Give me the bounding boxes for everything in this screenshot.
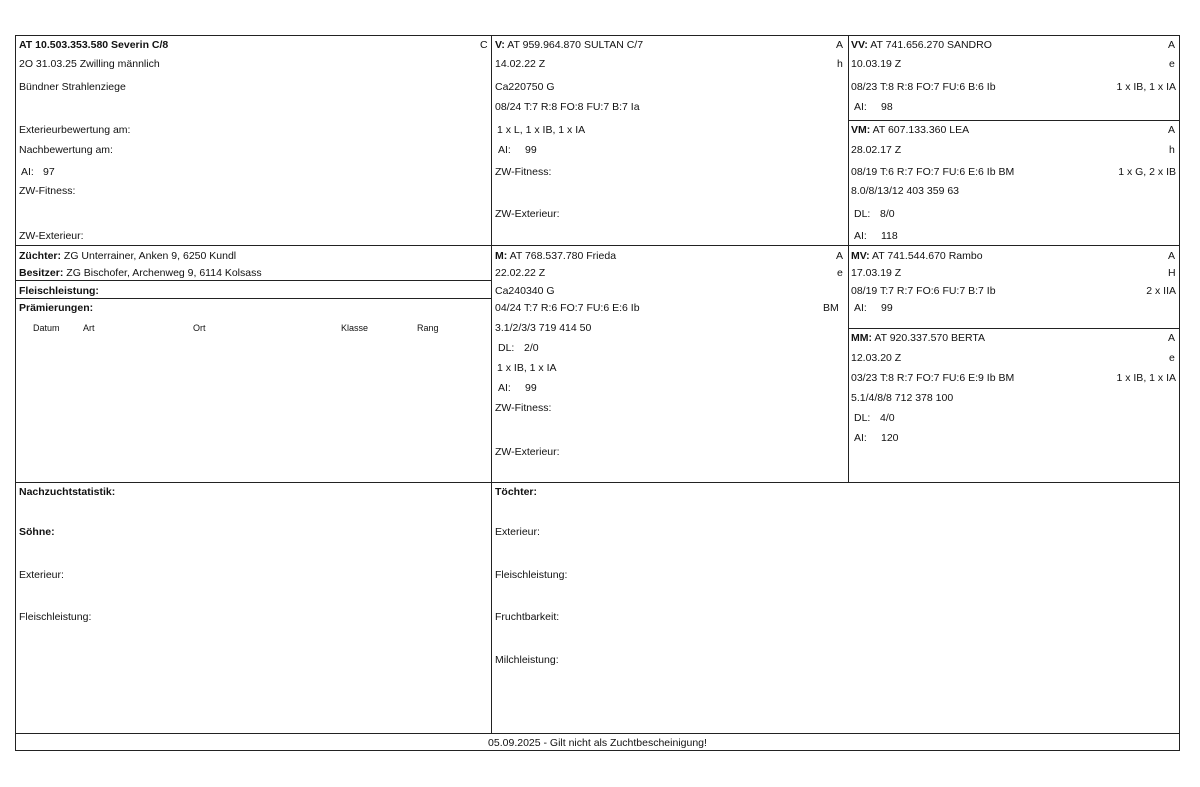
mv-eval: 08/19 T:7 R:7 FO:6 FU:7 B:7 Ib (851, 285, 996, 297)
meat-performance-label: Fleischleistung: (19, 285, 99, 297)
mother-birth: 22.02.22 Z (495, 267, 546, 279)
father-eval: 08/24 T:7 R:8 FO:8 FU:7 B:7 Ia (495, 101, 640, 113)
pedigree-sheet (15, 35, 1180, 751)
vm-birth: 28.02.17 Z (851, 144, 902, 156)
vm-title-line (851, 124, 969, 136)
mv-title: AT 741.544.670 Rambo (872, 250, 983, 262)
awards-col-place: Ort (193, 323, 206, 333)
father-grade: A (836, 39, 844, 51)
vm-ai-value: 118 (881, 230, 898, 242)
breeder-line (19, 250, 236, 262)
mother-awards: 1 x IB, 1 x IA (497, 362, 557, 374)
vv-title-line (851, 39, 992, 51)
vm-lactation: 8.0/8/13/12 403 359 63 (851, 185, 960, 197)
footer-note: 05.09.2025 - Gilt nicht als Zuchtbescheinigung! (488, 737, 707, 749)
divider-col-2 (848, 36, 849, 482)
daughters-title: Töchter: (495, 486, 537, 498)
animal-ai-label: AI: (21, 166, 34, 178)
divider-row-footer (16, 733, 1179, 734)
father-zw-fitness: ZW-Fitness: (495, 166, 552, 178)
vv-title: AT 741.656.270 SANDRO (870, 39, 992, 51)
animal-zw-exterior: ZW-Exterieur: (19, 230, 84, 242)
mother-ca: Ca240340 G (495, 285, 555, 297)
mm-ai-value: 120 (881, 432, 899, 444)
sons-exterior-label: Exterieur: (19, 569, 64, 581)
mm-eval: 03/23 T:8 R:7 FO:7 FU:6 E:9 Ib BM (851, 372, 1015, 384)
mother-ai-value: 99 (525, 382, 537, 394)
father-label: V: (495, 39, 505, 51)
awards-col-type: Art (83, 323, 95, 333)
breeder-label: Züchter: (19, 250, 61, 262)
mv-label: MV: (851, 250, 870, 262)
mm-awards: 1 x IB, 1 x IA (1116, 372, 1176, 384)
mm-birth: 12.03.20 Z (851, 352, 902, 364)
vm-dl-label: DL: (854, 208, 871, 220)
vv-ai-label: AI: (854, 101, 867, 113)
owner-line (19, 267, 262, 279)
mm-birth-flag: e (1169, 352, 1175, 364)
divider-col-1 (491, 36, 492, 733)
mother-zw-exterior: ZW-Exterieur: (495, 446, 560, 458)
daughters-milk-label: Milchleistung: (495, 654, 559, 666)
father-awards: 1 x L, 1 x IB, 1 x IA (497, 124, 586, 136)
divider-row-meat (16, 298, 491, 299)
exterior-rating-label: Exterieurbewertung am: (19, 124, 131, 136)
sons-meat-label: Fleischleistung: (19, 611, 92, 623)
mother-title-line (495, 250, 616, 262)
breeder-value: ZG Unterrainer, Anken 9, 6250 Kundl (63, 250, 237, 262)
father-zw-exterior: ZW-Exterieur: (495, 208, 560, 220)
divider-row-main (16, 245, 1179, 246)
mm-ai-label: AI: (854, 432, 867, 444)
father-ai-label: AI: (498, 144, 511, 156)
vm-grade: A (1168, 124, 1176, 136)
vm-label: VM: (851, 124, 871, 136)
offspring-title: Nachzuchtstatistik: (19, 486, 116, 498)
father-birth: 14.02.22 Z (495, 58, 546, 70)
mv-birth: 17.03.19 Z (851, 267, 902, 279)
mother-eval-flag: BM (823, 302, 839, 314)
animal-zw-fitness: ZW-Fitness: (19, 185, 76, 197)
daughters-meat-label: Fleischleistung: (495, 569, 568, 581)
mv-awards: 2 x IIA (1146, 285, 1176, 297)
sons-label: Söhne: (19, 526, 55, 538)
divider-row-owner (16, 280, 491, 281)
mm-label: MM: (851, 332, 872, 344)
animal-breed: Bündner Strahlenziege (19, 81, 126, 93)
father-ca: Ca220750 G (495, 81, 555, 93)
mv-ai-value: 99 (881, 302, 893, 314)
vm-awards: 1 x G, 2 x IB (1118, 166, 1176, 178)
mother-eval: 04/24 T:7 R:6 FO:7 FU:6 E:6 Ib (495, 302, 640, 314)
father-title: AT 959.964.870 SULTAN C/7 (507, 39, 644, 51)
father-ai-value: 99 (525, 144, 537, 156)
animal-grade: C (480, 39, 488, 51)
vm-eval: 08/19 T:6 R:7 FO:7 FU:6 E:6 Ib BM (851, 166, 1015, 178)
awards-col-date: Datum (33, 323, 60, 333)
mv-birth-flag: H (1168, 267, 1176, 279)
vv-eval: 08/23 T:8 R:8 FO:7 FU:6 B:6 Ib (851, 81, 996, 93)
mother-ai-label: AI: (498, 382, 511, 394)
re-rating-label: Nachbewertung am: (19, 144, 113, 156)
mother-title: AT 768.537.780 Frieda (509, 250, 617, 262)
mm-dl-value: 4/0 (880, 412, 895, 424)
mv-grade: A (1168, 250, 1176, 262)
animal-title: AT 10.503.353.580 Severin C/8 (19, 39, 169, 51)
father-title-line (495, 39, 643, 51)
mother-grade: A (836, 250, 844, 262)
father-birth-flag: h (837, 58, 843, 70)
mother-label: M: (495, 250, 508, 262)
awards-col-class: Klasse (341, 323, 369, 333)
mother-lactation: 3.1/2/3/3 719 414 50 (495, 322, 592, 334)
vv-birth: 10.03.19 Z (851, 58, 902, 70)
divider-row-offspring (16, 482, 1179, 483)
daughters-exterior-label: Exterieur: (495, 526, 540, 538)
mm-title-line (851, 332, 985, 344)
mother-dl-value: 2/0 (524, 342, 539, 354)
owner-label: Besitzer: (19, 267, 64, 279)
animal-birth: 2O 31.03.25 Zwilling männlich (19, 58, 160, 70)
mv-title-line (851, 250, 983, 262)
vv-grade: A (1168, 39, 1176, 51)
daughters-fertility-label: Fruchtbarkeit: (495, 611, 560, 623)
mm-dl-label: DL: (854, 412, 871, 424)
mother-birth-flag: e (837, 267, 843, 279)
vm-birth-flag: h (1169, 144, 1175, 156)
owner-value: ZG Bischofer, Archenweg 9, 6114 Kolsass (66, 267, 262, 279)
mv-ai-label: AI: (854, 302, 867, 314)
vv-ai-value: 98 (881, 101, 893, 113)
divider-row-mm (848, 328, 1179, 329)
mother-zw-fitness: ZW-Fitness: (495, 402, 552, 414)
vm-dl-value: 8/0 (880, 208, 895, 220)
vm-ai-label: AI: (854, 230, 867, 242)
mm-lactation: 5.1/4/8/8 712 378 100 (851, 392, 954, 404)
vm-title: AT 607.133.360 LEA (872, 124, 970, 136)
mm-grade: A (1168, 332, 1176, 344)
awards-col-rank: Rang (417, 323, 439, 333)
vv-awards: 1 x IB, 1 x IA (1116, 81, 1176, 93)
vv-label: VV: (851, 39, 868, 51)
mother-dl-label: DL: (498, 342, 515, 354)
divider-row-vm (848, 120, 1179, 121)
mm-title: AT 920.337.570 BERTA (874, 332, 986, 344)
awards-label: Prämierungen: (19, 302, 94, 314)
animal-ai-value: 97 (43, 166, 55, 178)
vv-birth-flag: e (1169, 58, 1175, 70)
